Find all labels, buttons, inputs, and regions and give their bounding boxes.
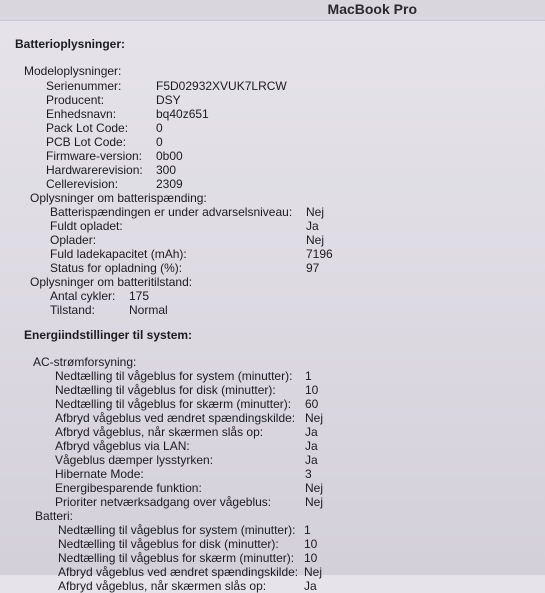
firmware-version-value: 0b00: [156, 149, 183, 163]
bat-wake-lid-value: Ja: [304, 579, 317, 593]
battery-section-heading: Batterioplysninger:: [15, 37, 126, 51]
fully-charged-label: Fuldt opladet:: [50, 219, 123, 233]
charge-status-value: 97: [306, 261, 320, 275]
condition-value: Normal: [129, 303, 168, 317]
cell-revision-value: 2309: [156, 177, 183, 191]
ac-disk-sleep-value: 10: [305, 383, 319, 397]
device-name-label: Enhedsnavn:: [46, 107, 117, 121]
fully-charged-value: Ja: [306, 219, 319, 233]
charging-value: Nej: [306, 233, 325, 247]
ac-power-heading: AC-strømforsyning:: [33, 355, 137, 369]
bat-disk-sleep-label: Nedtælling til vågeblus for disk (minutter):: [58, 537, 279, 551]
manufacturer-value: DSY: [156, 93, 181, 107]
ac-wake-lid-value: Ja: [305, 425, 318, 439]
ac-hibernate-mode-value: 3: [305, 467, 312, 481]
ac-display-sleep-value: 60: [305, 397, 319, 411]
bat-system-sleep-value: 1: [304, 523, 311, 537]
ac-dim-display-value: Ja: [305, 453, 318, 467]
cell-revision-label: Cellerevision:: [46, 177, 119, 191]
ac-system-sleep-label: Nedtælling til vågeblus for system (minutter):: [55, 369, 293, 383]
pack-lot-code-label: Pack Lot Code:: [46, 121, 129, 135]
ac-dim-display-label: Vågeblus dæmper lysstyrken:: [55, 453, 214, 467]
ac-wake-lan-value: Ja: [305, 439, 318, 453]
pcb-lot-code-label: PCB Lot Code:: [46, 135, 127, 149]
bat-system-sleep-label: Nedtælling til vågeblus for system (minutter):: [58, 523, 296, 537]
ac-network-priority-label: Prioriter netværksadgang over vågeblus:: [55, 495, 272, 509]
condition-label: Tilstand:: [50, 303, 95, 317]
serial-number-value: F5D02932XVUK7LRCW: [156, 79, 287, 93]
pcb-lot-code-value: 0: [156, 135, 163, 149]
device-name-value: bq40z651: [156, 107, 209, 121]
ac-disk-sleep-label: Nedtælling til vågeblus for disk (minutter):: [55, 383, 276, 397]
ac-network-priority-value: Nej: [305, 495, 324, 509]
hardware-revision-value: 300: [156, 163, 177, 177]
full-capacity-label: Fuld ladekapacitet (mAh):: [50, 247, 187, 261]
bat-wake-power-source-value: Nej: [304, 565, 323, 579]
charge-status-label: Status for opladning (%):: [50, 261, 183, 275]
energy-section-heading: Energiindstillinger til system:: [24, 328, 193, 342]
ac-low-power-label: Energibesparende funktion:: [55, 481, 202, 495]
battery-power-heading: Batteri:: [35, 509, 74, 523]
charging-label: Oplader:: [50, 233, 97, 247]
hardware-revision-label: Hardwarerevision:: [46, 163, 143, 177]
pack-lot-code-value: 0: [156, 121, 163, 135]
ac-hibernate-mode-label: Hibernate Mode:: [55, 467, 144, 481]
bat-disk-sleep-value: 10: [304, 537, 318, 551]
ac-wake-power-source-label: Afbryd vågeblus ved ændret spændingskilde:: [55, 411, 296, 425]
ac-wake-lan-label: Afbryd vågeblus via LAN:: [55, 439, 190, 453]
health-info-heading: Oplysninger om batteritilstand:: [30, 275, 193, 289]
bat-display-sleep-value: 10: [304, 551, 318, 565]
ac-low-power-value: Nej: [305, 481, 324, 495]
ac-wake-lid-label: Afbryd vågeblus, når skærmen slås op:: [55, 425, 264, 439]
below-warning-label: Batterispændingen er under advarselsniveau:: [50, 205, 293, 219]
cycle-count-label: Antal cykler:: [50, 289, 116, 303]
manufacturer-label: Producent:: [46, 93, 105, 107]
bat-display-sleep-label: Nedtælling til vågeblus for skærm (minutter):: [58, 551, 295, 565]
window-title: MacBook Pro: [327, 1, 417, 17]
cycle-count-value: 175: [129, 289, 150, 303]
ac-system-sleep-value: 1: [305, 369, 312, 383]
full-capacity-value: 7196: [306, 247, 333, 261]
firmware-version-label: Firmware-version:: [46, 149, 143, 163]
serial-number-label: Serienummer:: [46, 79, 122, 93]
ac-display-sleep-label: Nedtælling til vågeblus for skærm (minutter):: [55, 397, 292, 411]
bat-wake-power-source-label: Afbryd vågeblus ved ændret spændingskilde:: [58, 565, 299, 579]
charge-info-heading: Oplysninger om batterispænding:: [30, 191, 207, 205]
model-info-heading: Modeloplysninger:: [24, 64, 122, 78]
below-warning-value: Nej: [306, 205, 325, 219]
ac-wake-power-source-value: Nej: [305, 411, 324, 425]
bat-wake-lid-label: Afbryd vågeblus, når skærmen slås op:: [58, 579, 267, 593]
